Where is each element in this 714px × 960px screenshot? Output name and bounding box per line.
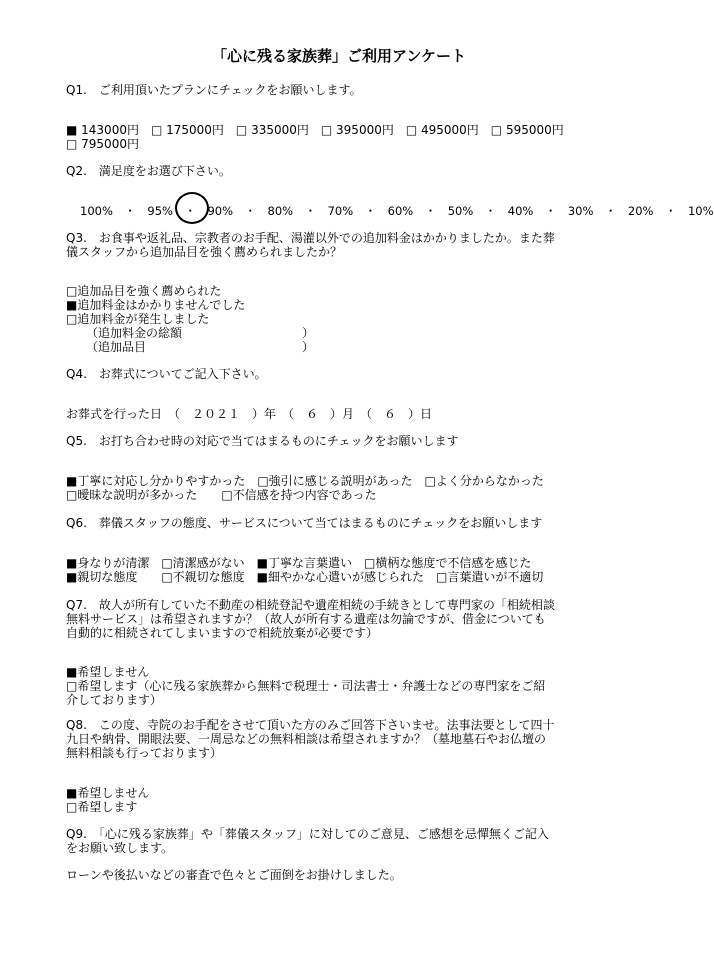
scale-option[interactable]: 90% — [207, 204, 234, 218]
q5-options-line2[interactable]: □曖昧な説明が多かった □不信感を持つ内容であった — [66, 488, 377, 502]
selected-circle-mark — [172, 192, 209, 224]
scale-option[interactable]: 50% — [447, 204, 474, 218]
q6-options-line1[interactable]: ■身なりが清潔 □清潔感がない ■丁寧な言葉遣い □横柄な態度で不信感を感じた — [66, 556, 532, 570]
q8-question-line1: Q8. この度、寺院のお手配をさせて頂いた方のみご回答下さいませ。法事法要として四十 — [66, 718, 555, 732]
q3-question-line2: 儀スタッフから追加品目を強く薦められましたか？ — [66, 245, 343, 259]
scale-option[interactable]: 95% — [147, 204, 173, 218]
q3-answer-additional-items[interactable]: □追加品目を強く薦められた — [66, 284, 222, 298]
scale-option[interactable]: 10% — [687, 204, 714, 218]
q8-answer-yes[interactable]: □希望します — [66, 800, 138, 814]
q9-question-line2: をお願い致します。 — [66, 841, 174, 855]
q7-question-line3: 自動的に相続されてしまいますので相続放棄が必要です） — [66, 626, 379, 640]
scale-separator: ・ — [533, 204, 568, 218]
q1-question: Q1. ご利用頂いたプランにチェックをお願いします。 — [66, 83, 362, 97]
q3-extra-items: （追加品目 ） — [86, 340, 315, 354]
q8-question-line2: 九日や納骨、開眼法要、一周忌などの無料相談は希望されますか？（墓地墓石やお仏壇の — [66, 732, 547, 746]
scale-separator: ・ — [112, 204, 148, 218]
q7-question-line1: Q7. 故人が所有していた不動産の相続登記や遺産相続の手続きとして専門家の「相続相談 — [66, 598, 555, 612]
scale-option[interactable]: 80% — [267, 204, 294, 218]
scale-option[interactable]: 100% — [80, 204, 113, 218]
q3-answer-no-extra-fee[interactable]: ■追加料金はかかりませんでした — [66, 298, 246, 312]
q2-question: Q2. 満足度をお選び下さい。 — [66, 164, 231, 178]
q8-question-line3: 無料相談も行っております） — [66, 746, 223, 760]
q3-answer-extra-fee[interactable]: □追加料金が発生しました — [66, 312, 210, 326]
q7-answer-yes-line2: 介しております） — [66, 693, 163, 707]
scale-separator: ・ — [233, 204, 268, 218]
scale-option[interactable]: 30% — [567, 204, 594, 218]
scale-separator: ・ — [413, 204, 448, 218]
scale-separator: ・ — [353, 204, 388, 218]
q3-total-extra-fee: （追加料金の総額 ） — [86, 326, 315, 340]
q4-funeral-date: お葬式を行った日 （ ２０２１ ）年 （ ６ ）月 （ ６ ）日 — [66, 407, 433, 421]
q1-options-line1[interactable]: ■ 143000円 □ 175000円 □ 335000円 □ 395000円 □ 495000円 □ 595000円 — [66, 123, 564, 137]
scale-option[interactable]: 40% — [507, 204, 534, 218]
q7-question-line2: 無料サービス」は希望されますか？（故人が所有する遺産は勿論ですが、借金についても — [66, 612, 546, 626]
q6-question: Q6. 葬儀スタッフの態度、サービスについて当てはまるものにチェックをお願いします — [66, 516, 543, 530]
scale-option[interactable]: 60% — [387, 204, 414, 218]
q7-answer-yes-line1[interactable]: □希望します（心に残る家族葬から無料で税理士・司法書士・弁護士などの専門家をご紹 — [66, 679, 546, 693]
q4-question: Q4. お葬式についてご記入下さい。 — [66, 367, 267, 381]
q8-answer-no[interactable]: ■希望しません — [66, 786, 150, 800]
q9-answer: ローンや後払いなどの審査で色々とご面倒をお掛けしました。 — [66, 868, 402, 882]
scale-separator: ・ — [293, 204, 328, 218]
scale-separator: ・ — [653, 204, 688, 218]
q1-options-line2[interactable]: □ 795000円 — [66, 137, 139, 151]
q5-question: Q5. お打ち合わせ時の対応で当てはまるものにチェックをお願いします — [66, 434, 459, 448]
scale-separator: ・ — [593, 204, 628, 218]
q7-answer-no[interactable]: ■希望しません — [66, 665, 150, 679]
scale-option[interactable]: 20% — [627, 204, 654, 218]
q5-options-line1[interactable]: ■丁寧に対応し分かりやすかった □強引に感じる説明があった □よく分からなかった — [66, 474, 544, 488]
q9-question-line1: Q9. 「心に残る家族葬」や「葬儀スタッフ」に対してのご意見、ご感想を忌憚無くご記入 — [66, 827, 549, 841]
scale-option[interactable]: 70% — [327, 204, 354, 218]
scale-separator: ・ — [473, 204, 508, 218]
page-title: 「心に残る家族葬」ご利用アンケート — [211, 47, 467, 65]
q6-options-line2[interactable]: ■親切な態度 □不親切な態度 ■細やかな心遣いが感じられた □言葉遣いが不適切 — [66, 570, 544, 584]
scale-separator: ・ — [172, 204, 208, 218]
q3-question-line1: Q3. お食事や返礼品、宗教者のお手配、湯灌以外での追加料金はかかりましたか。また葬 — [66, 231, 555, 245]
